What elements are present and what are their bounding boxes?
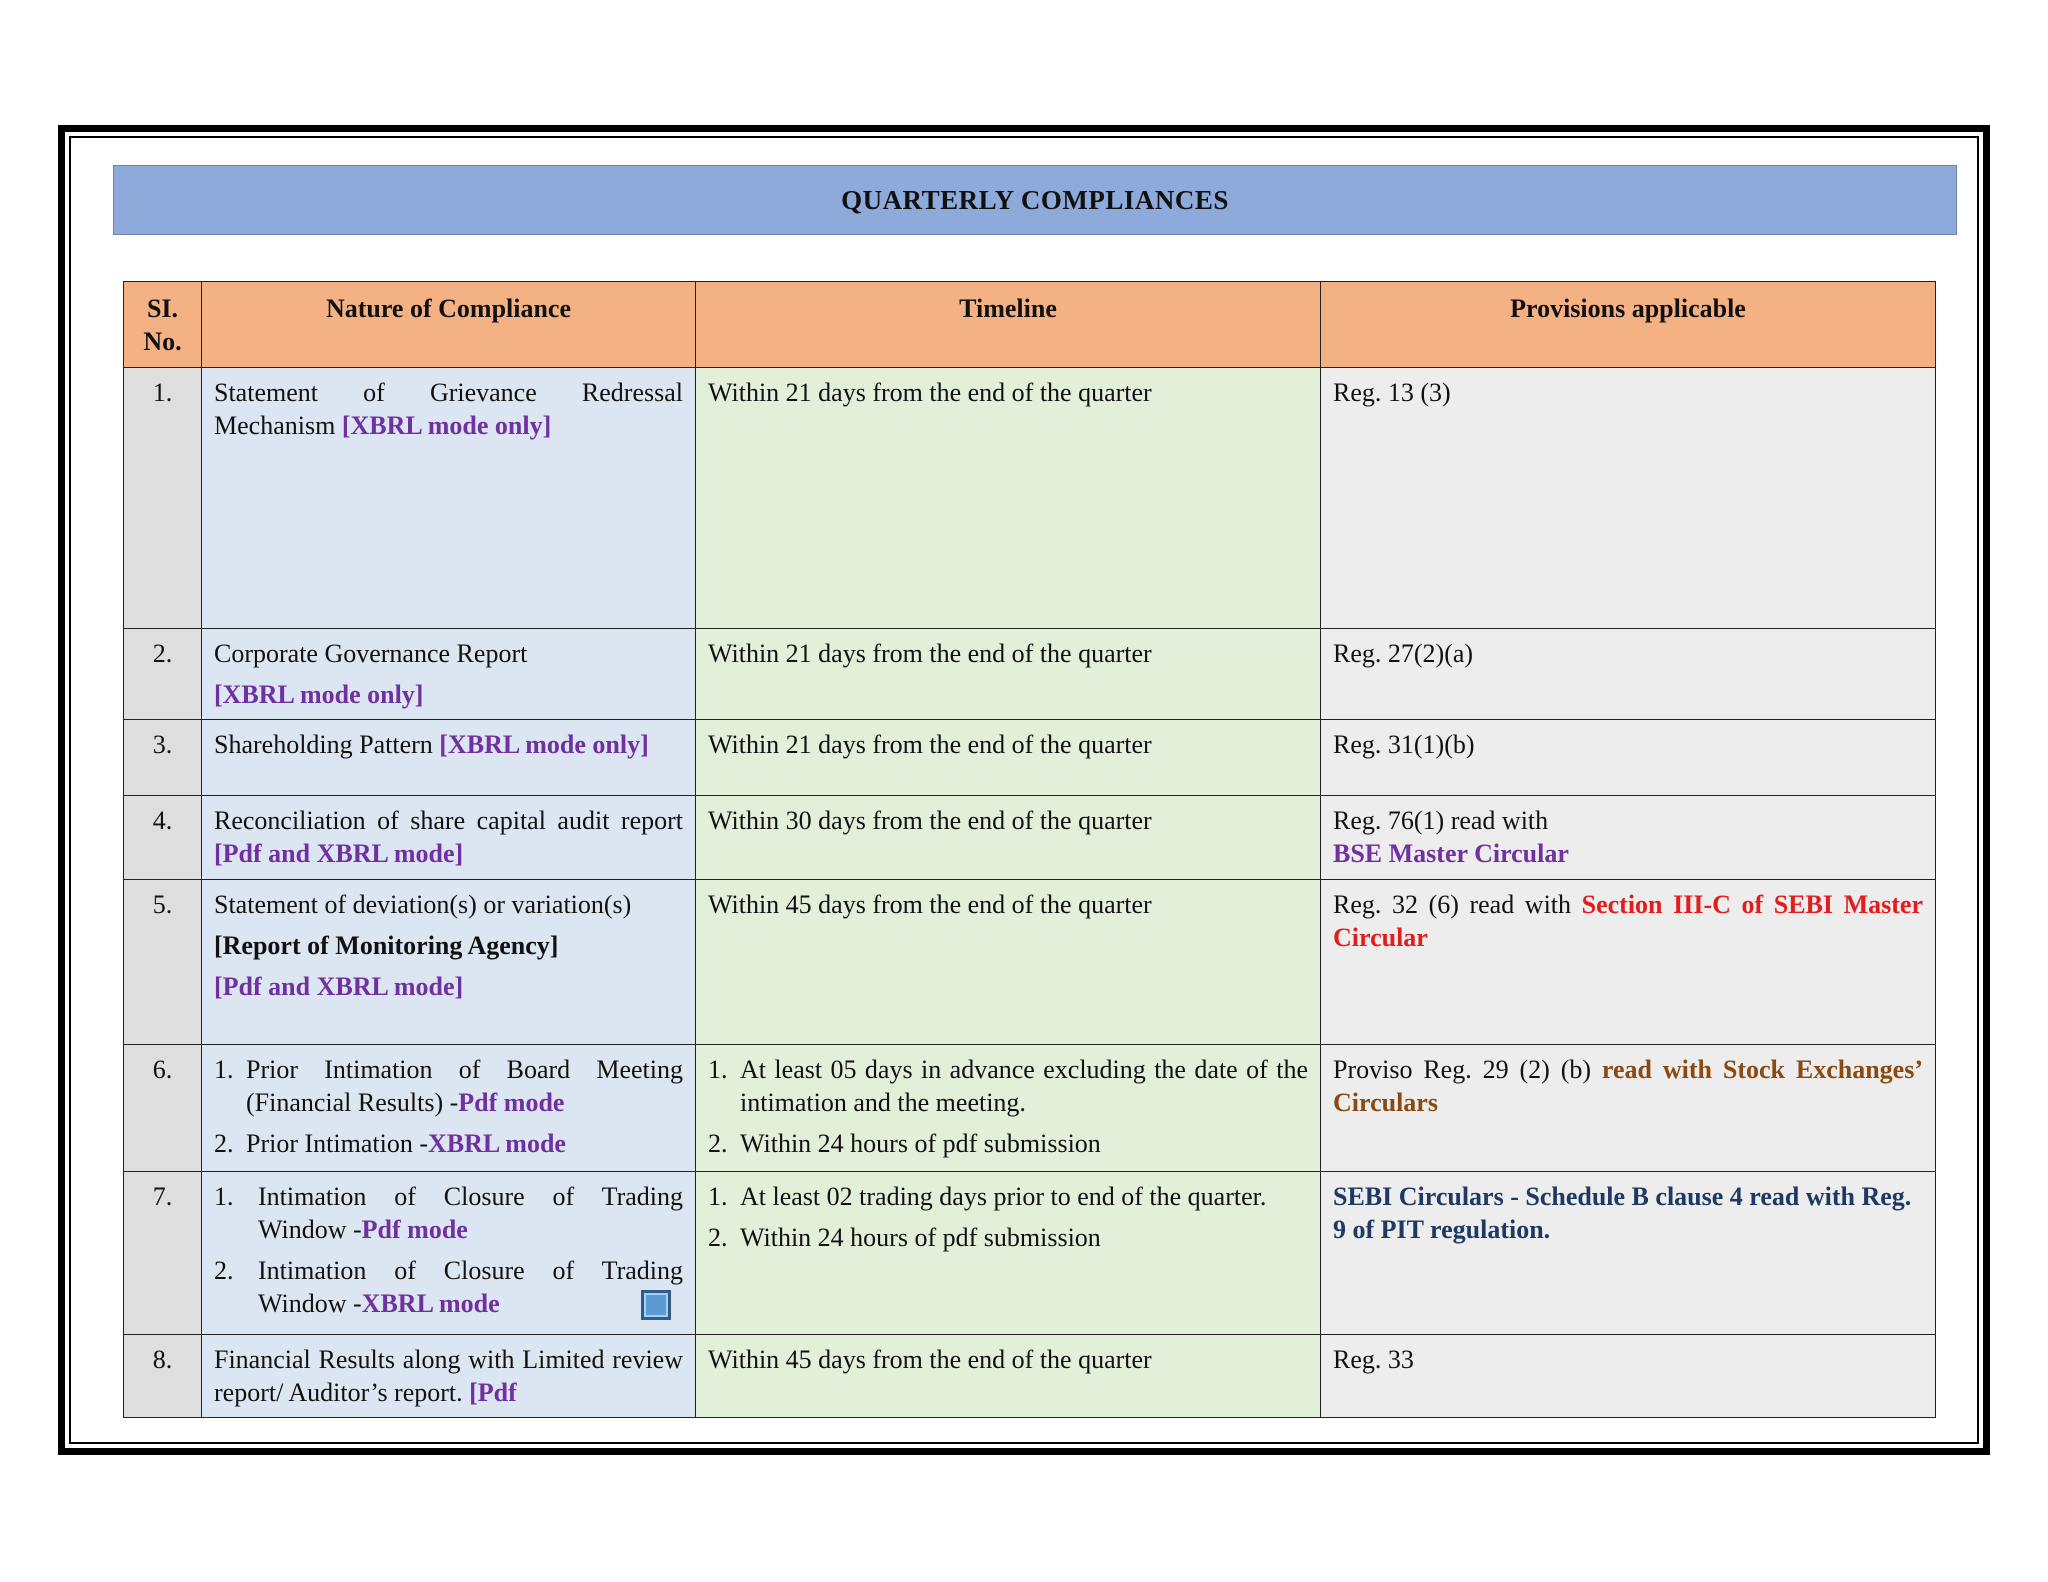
provisions-reference: BSE Master Circular <box>1333 839 1569 869</box>
cell-timeline: Within 21 days from the end of the quarter <box>696 628 1321 720</box>
nature-text: Statement of deviation(s) or variation(s) <box>214 889 632 919</box>
nature-text: Financial Results along with Limited review report/ Auditor’s report. <box>214 1344 683 1407</box>
provisions-reference: Section III-C of SEBI Master Circular <box>1333 889 1923 952</box>
cell-sl-no: 8. <box>124 1334 202 1418</box>
cell-provisions: Reg. 31(1)(b) <box>1321 720 1936 796</box>
timeline-text: At least 02 trading days prior to end of the quarter. <box>740 1181 1267 1211</box>
list-item <box>214 1127 683 1160</box>
header-sl-no: SI. No. <box>124 282 202 368</box>
timeline-text: Within 24 hours of pdf submission <box>740 1129 1101 1159</box>
table-row <box>124 628 1936 720</box>
nature-mode: [XBRL mode only] <box>341 410 552 440</box>
header-provisions: Provisions applicable <box>1321 282 1936 368</box>
table-row <box>124 720 1936 796</box>
nature-text: Intimation of Closure of Trading Window - <box>258 1256 683 1319</box>
list-item <box>708 1053 1308 1120</box>
nature-text: Statement of Grievance Redressal Mechanism <box>214 377 683 440</box>
cell-sl-no: 5. <box>124 879 202 1044</box>
provisions-text: Proviso Reg. 29 (2) (b) <box>1333 1054 1602 1084</box>
list-number: 1. <box>214 1054 234 1084</box>
nature-text: Corporate Governance Report <box>214 638 528 668</box>
nature-text: Shareholding Pattern <box>214 730 440 760</box>
nature-mode: [Pdf and XBRL mode] <box>214 839 464 869</box>
cell-timeline: Within 45 days from the end of the quarter <box>696 879 1321 1044</box>
cell-timeline: Within 45 days from the end of the quarter <box>696 1334 1321 1418</box>
cell-timeline <box>696 1044 1321 1171</box>
list-item <box>708 1180 1308 1213</box>
cell-nature <box>202 720 696 796</box>
cell-timeline: Within 21 days from the end of the quarter <box>696 367 1321 628</box>
cell-timeline: Within 21 days from the end of the quarter <box>696 720 1321 796</box>
list-number: 1. <box>708 1054 728 1084</box>
list-number: 2. <box>214 1129 234 1159</box>
header-timeline: Timeline <box>696 282 1321 368</box>
cell-timeline <box>696 1171 1321 1334</box>
nature-mode: [Pdf <box>469 1377 517 1407</box>
cell-nature <box>202 1171 696 1334</box>
list-item <box>214 1053 683 1120</box>
provisions-text: Reg. 76(1) read with <box>1333 806 1549 836</box>
cell-sl-no: 3. <box>124 720 202 796</box>
cell-nature <box>202 1334 696 1418</box>
list-number: 1. <box>708 1181 728 1211</box>
nature-text: Prior Intimation - <box>246 1129 428 1159</box>
cell-sl-no: 7. <box>124 1171 202 1334</box>
cell-nature <box>202 796 696 880</box>
square-marker-icon <box>641 1290 671 1320</box>
cell-provisions <box>1321 796 1936 880</box>
list-item <box>708 1221 1308 1254</box>
list-number: 2. <box>708 1129 728 1159</box>
list-item <box>214 1254 683 1321</box>
timeline-text: Within 24 hours of pdf submission <box>740 1222 1101 1252</box>
nature-subtitle: [Report of Monitoring Agency] <box>214 930 559 960</box>
table-row <box>124 1171 1936 1334</box>
cell-provisions: Reg. 33 <box>1321 1334 1936 1418</box>
table-row <box>124 1334 1936 1418</box>
table-row <box>124 367 1936 628</box>
cell-sl-no: 1. <box>124 367 202 628</box>
list-item <box>708 1127 1308 1160</box>
table-row <box>124 879 1936 1044</box>
compliance-table <box>123 281 1936 1418</box>
provisions-reference: SEBI Circulars - Schedule B clause 4 read with Reg. 9 of PIT regulation. <box>1333 1181 1912 1244</box>
nature-mode: [XBRL mode only] <box>439 730 649 760</box>
cell-sl-no: 2. <box>124 628 202 720</box>
nature-mode: XBRL mode <box>427 1129 566 1159</box>
nature-text: Reconciliation of share capital audit report <box>214 806 683 836</box>
cell-sl-no: 4. <box>124 796 202 880</box>
cell-sl-no: 6. <box>124 1044 202 1171</box>
cell-provisions <box>1321 1044 1936 1171</box>
list-number: 1. <box>214 1181 234 1211</box>
nature-mode: [Pdf and XBRL mode] <box>214 972 464 1002</box>
nature-mode: Pdf mode <box>458 1087 565 1117</box>
provisions-text: Reg. 32 (6) read with <box>1333 889 1582 919</box>
cell-timeline: Within 30 days from the end of the quarter <box>696 796 1321 880</box>
cell-provisions <box>1321 1171 1936 1334</box>
header-nature: Nature of Compliance <box>202 282 696 368</box>
cell-nature <box>202 1044 696 1171</box>
cell-provisions <box>1321 879 1936 1044</box>
provisions-reference: read with Stock Exchanges’ Circulars <box>1333 1054 1923 1117</box>
list-item <box>214 1180 683 1247</box>
nature-mode: Pdf mode <box>361 1214 468 1244</box>
cell-nature <box>202 628 696 720</box>
nature-text: Prior Intimation of Board Meeting (Financial Results) - <box>246 1054 683 1117</box>
timeline-text: At least 05 days in advance excluding the date of the intimation and the meeting. <box>740 1054 1308 1117</box>
list-number: 2. <box>214 1256 234 1286</box>
nature-mode: XBRL mode <box>361 1289 500 1319</box>
nature-mode: [XBRL mode only] <box>214 679 424 709</box>
table-row <box>124 1044 1936 1171</box>
table-row <box>124 796 1936 880</box>
page-title: QUARTERLY COMPLIANCES <box>113 165 1957 235</box>
cell-provisions: Reg. 27(2)(a) <box>1321 628 1936 720</box>
cell-provisions: Reg. 13 (3) <box>1321 367 1936 628</box>
cell-nature <box>202 367 696 628</box>
table-header-row <box>124 282 1936 368</box>
cell-nature <box>202 879 696 1044</box>
list-number: 2. <box>708 1222 728 1252</box>
nature-text: Intimation of Closure of Trading Window - <box>258 1181 683 1244</box>
